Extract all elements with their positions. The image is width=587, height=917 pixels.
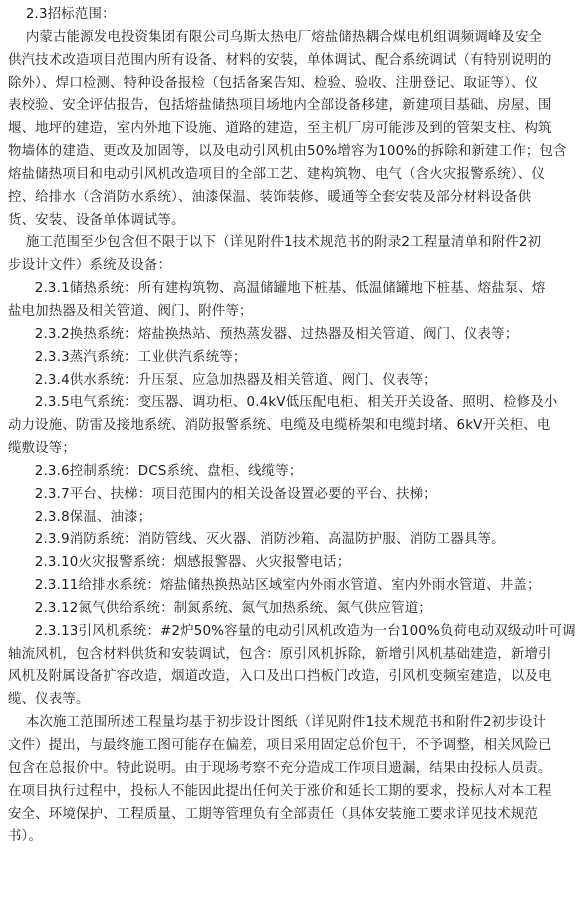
paragraph-line: 步设计文件）系统及设备： [8,258,172,274]
paragraph-line: 安全、环境保护、工程质量、工期等管理负有全部责任（具体安装施工要求详见技术规范 [8,806,539,822]
paragraph-line: 施工范围至少包含但不限于以下（详见附件1技术规范书的附录2工程量清单和附件2初 [8,235,542,251]
paragraph-line: 供汽技术改造项目范围内所有设备、材料的安装，单体调试、配合系统调试（有特别说明的 [8,52,552,68]
list-item-line: 2.3.2换热系统：熔盐换热站、预热蒸发器、过热器及相关管道、阀门、仪表等； [8,326,519,342]
paragraph-line: 书）。 [8,829,43,845]
paragraph-line: 熔盐储热项目和电动引风机改造项目的全部工艺、建构筑物、电气（含火灾报警系统）、仪 [8,166,545,182]
list-item-line: 2.3.3蒸汽系统：工业供汽系统等； [8,349,247,365]
paragraph-line: 包含在总报价中。特此说明。由于现场考察不充分造成工作项目遗漏，结果由投标人员责。 [8,760,552,776]
list-item-line: 动力设施、防雷及接地系统、消防报警系统、电缆及电缆桥架和电缆封堵、6kV开关柜、电 [8,418,551,434]
list-item-line: 缆、仪表等。 [8,692,90,708]
list-item-line: 盐电加热器及相关管道、阀门、附件等； [8,303,253,319]
paragraph-line: 物墙体的建造、更改及加固等，以及电动引风机由50%增容为100%的拆除和新建工作；包含 [8,144,567,160]
paragraph-line: 货、安装、设备单体调试等。 [8,212,185,228]
paragraph-line: 表校验、安全评估报告，包括熔盐储热项目场地内全部设备移建，新建项目基础、房屋、围 [8,98,552,114]
list-item-line: 2.3.7平台、扶梯：项目范围内的相关设备设置必要的平台、扶梯； [8,486,437,502]
list-item-line: 2.3.11给排水系统：熔盐储热换热站区域室内外雨水管道、室内外雨水管道、井盖； [8,578,541,594]
paragraph-line: 文件）提出，与最终施工图可能存在偏差，项目采用固定总价包干，不予调整，相关风险已 [8,738,552,753]
list-item-line: 2.3.1储热系统：所有建构筑物、高温储罐地下桩基、低温储罐地下桩基、熔盐泵、熔 [8,281,546,297]
list-item-line: 2.3.12氮气供给系统：制氮系统、氮气加热系统、氮气供应管道； [8,600,432,616]
paragraph-line: 除外）、焊口检测、特种设备报检（包括备案告知、检验、验收、注册登记、取证等）、仪 [8,75,539,91]
list-item-line: 2.3.5电气系统：变压器、调功柜、0.4kV低压配电柜、相关开关设备、照明、检修及小 [8,395,558,411]
paragraph-line: 在项目执行过程中，投标人不能因此提出任何关于涨价和延长工期的要求，投标人对本工程 [8,783,552,799]
list-item-line: 2.3.9消防系统：消防管线、灭火器、消防沙箱、高温防护服、消防工器具等。 [8,532,505,548]
list-item-line: 2.3.6控制系统：DCS系统、盘柜、线缆等； [8,463,303,479]
list-item-line: 2.3.10火灾报警系统：烟感报警器、火灾报警电话； [8,555,351,571]
paragraph-line: 控、给排水（含消防水系统）、油漆保温、装饰装修、暖通等全套安装及部分材料设备供 [8,189,532,205]
section-heading: 2.3招标范围： [8,7,116,22]
paragraph-line: 堰、地坪的建造，室内外地下设施、道路的建造，至主机厂房可能涉及到的管架支柱、构筑 [8,121,552,137]
list-item-line: 风机及附属设备扩容改造，烟道改造，入口及出口挡板门改造，引风机变频室建造，以及电 [8,669,552,685]
list-item-line: 轴流风机，包含材料供货和安装调试，包含：原引风机拆除，新增引风机基础建造，新增引 [8,646,552,662]
paragraph-line: 内蒙古能源发电投资集团有限公司乌斯太热电厂熔盐储热耦合煤电机组调频调峰及安全 [8,29,543,45]
list-item-line: 2.3.4供水系统：升压泵、应急加热器及相关管道、阀门、仪表等； [8,372,437,388]
list-item-line: 2.3.13引风机系统：#2炉50%容量的电动引风机改造为一台100%负荷电动双级动叶可调 [8,623,576,639]
list-item-line: 2.3.8保温、油漆； [8,509,152,525]
paragraph-line: 本次施工范围所述工程量均基于初步设计图纸（详见附件1技术规范书和附件2初步设计 [8,715,547,731]
list-item-line: 缆敷设等； [8,441,76,457]
